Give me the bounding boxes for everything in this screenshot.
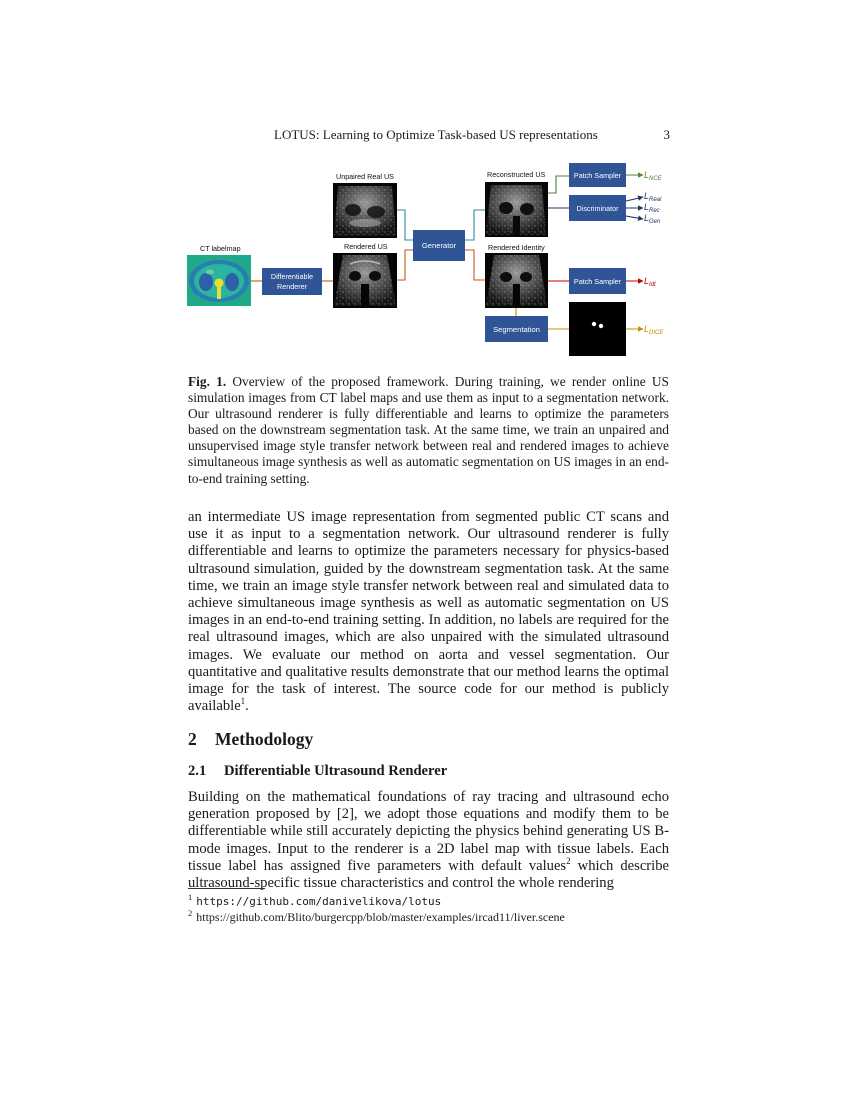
patch-sampler-bottom-box (569, 268, 626, 294)
page-number: 3 (663, 127, 670, 142)
differentiable-renderer-box (262, 268, 322, 295)
patch-sampler-top-box (569, 163, 626, 187)
body-paragraph-intro: an intermediate US image representation from segmented public CT scans and use it as input to a segmentation network. Our ultrasound renderer is fully differentiable and learns to optimize the parameters necessary for physics-based ultrasound simulation, guided by the downstream segmentation task. At the same time, we train an image style transfer network between real and simulated data to achieve simultaneous image synthesis as well as automatic segmentation on US images in an end-to-end training setting. In addition, no labels are required for the real ultrasound images, which are also unpaired with the simulated ultrasound images. We evaluate our method on aorta and vessel segmentation. Our quantitative and qualitative results demonstrate that our method learns the optimal image for the task of interest. The source code for our method is publicly available$^1$. (188, 509, 669, 715)
footnote-ref-2[interactable]: 2 (566, 855, 571, 866)
reconstructed-to-patch-sampler-line (548, 176, 569, 193)
rendered-us-image (333, 253, 397, 308)
unpaired-to-generator-line (397, 210, 413, 240)
reconstructed-us-label: Reconstructed US (487, 170, 546, 179)
rendered-to-generator-line (397, 250, 413, 280)
loss-real: $L_{Real}$ (644, 191, 662, 203)
svg-text:Renderer: Renderer (277, 282, 307, 291)
unpaired-real-us-image (333, 183, 397, 238)
footnote-1: $^1$ https://github.com/danivelikova/lotus (188, 892, 442, 908)
loss-dice: $L_{DICE}$ (644, 324, 664, 336)
footnote-ref-1[interactable]: 1 (240, 696, 246, 707)
svg-text:Discriminator: Discriminator (576, 204, 619, 213)
caption-text: Overview of the proposed framework. During training, we render online US simulation images from CT label maps and use them as input to a segmentation network. Our ultrasound renderer is fully differentiable and learns to optimize the parameters based on the downstream segmentation task. At the same time, we train an unpaired and unsupervised image style transfer network between real and rendered images to achieve simultaneous image synthesis as well as automatic segmentation on US images in an end-to-end training setting. (188, 374, 669, 486)
rendered-identity-label: Rendered Identity (488, 243, 545, 252)
figure-label: Fig. 1. (188, 374, 227, 389)
svg-text:Segmentation: Segmentation (493, 325, 540, 334)
section-heading: 2 Methodology (188, 729, 314, 749)
svg-text:Differentiable: Differentiable (270, 272, 314, 281)
figure-caption (188, 374, 669, 487)
footnote-2: $^2$ https://github.com/Blito/burgercpp/blob/master/examples/ircad11/liver.scene (188, 908, 565, 924)
discriminator-box (569, 195, 626, 221)
real-arrow (626, 197, 643, 201)
unpaired-real-us-label: Unpaired Real US (336, 172, 394, 181)
ct-labelmap-label: CT labelmap (200, 244, 241, 253)
loss-nce: $L_{NCE}$ (644, 170, 662, 182)
footnote-divider (188, 888, 265, 889)
loss-gen: $L_{Gen}$ (644, 213, 661, 225)
running-title: LOTUS: Learning to Optimize Task-based US representations (274, 127, 598, 142)
generator-to-identity-line (465, 250, 485, 280)
ct-labelmap-image (187, 255, 251, 306)
svg-text:Generator: Generator (421, 241, 457, 250)
rendered-identity-image (485, 253, 548, 308)
loss-idt: $L_{Idt}$ (644, 276, 656, 288)
framework-figure (180, 158, 670, 363)
running-header (274, 127, 670, 143)
subsection-heading: 2.1 Differentiable Ultrasound Renderer (188, 763, 448, 779)
body-paragraph-renderer: Building on the mathematical foundations of ray tracing and ultrasound echo generation proposed by [2], we adopt those equations and modify them to be differentiable while still accurately depicting the physics behind generating US B-mode images. Input to the renderer is a 2D label map with tissue labels. Each tissue label has assigned five parameters with default values$^2$ which describe ultrasound-specific tissue characteristics and control the whole rendering (188, 789, 669, 892)
generator-to-reconstructed-line (465, 210, 485, 240)
segmentation-box (485, 316, 548, 342)
generator-box (413, 230, 465, 261)
svg-text:Patch Sampler: Patch Sampler (573, 171, 622, 180)
footnote-2-link[interactable]: https://github.com/Blito/burgercpp/blob/master/examples/ircad11/liver.scene (196, 910, 565, 924)
footnote-1-link[interactable]: https://github.com/danivelikova/lotus (196, 895, 442, 908)
loss-rec: $L_{Rec}$ (644, 202, 660, 214)
gen-arrow (626, 216, 643, 219)
rendered-us-label: Rendered US (344, 242, 388, 251)
svg-text:Patch Sampler: Patch Sampler (573, 277, 622, 286)
reconstructed-us-image (485, 182, 548, 237)
segmentation-output-image (569, 302, 626, 356)
